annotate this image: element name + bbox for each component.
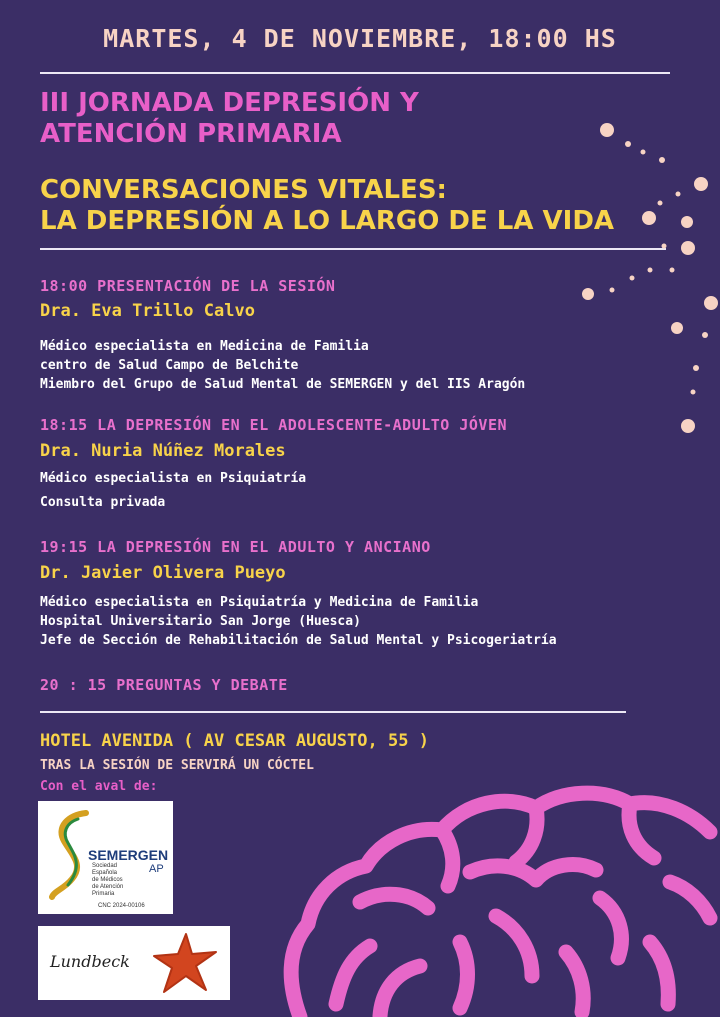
event-title-line-1: III JORNADA DEPRESIÓN Y — [40, 88, 419, 118]
session-2-time-title: 18:15 LA DEPRESIÓN EN EL ADOLESCENTE-ADULTO JÓVEN — [40, 416, 508, 434]
cocktail-note: TRAS LA SESIÓN DE SERVIRÁ UN CÓCTEL — [40, 758, 314, 773]
session-2-speaker: Dra. Nuria Núñez Morales — [40, 441, 286, 461]
session-1-details — [40, 337, 525, 394]
endorsement-label: Con el aval de: — [40, 779, 158, 794]
lundbeck-wordmark: Lundbeck — [50, 952, 130, 971]
starfish-icon — [150, 930, 220, 996]
session-1-detail: Miembro del Grupo de Salud Mental de SEMERGEN y del IIS Aragón — [40, 377, 526, 392]
session-3-detail: Hospital Universitario San Jorge (Huesca) — [40, 614, 361, 629]
event-subtitle-line-2: LA DEPRESIÓN A LO LARGO DE LA VIDA — [40, 206, 615, 236]
semergen-code: CNC 2024-00106 — [98, 903, 145, 909]
session-2-detail: Médico especialista en Psiquiatría — [40, 471, 307, 486]
closing-debate: 20 : 15 PREGUNTAS Y DEBATE — [40, 676, 288, 694]
event-title-line-2: ATENCIÓN PRIMARIA — [40, 119, 342, 149]
semergen-suffix: AP — [149, 863, 164, 875]
lundbeck-logo — [38, 926, 230, 1000]
session-3-details — [40, 593, 557, 650]
session-1-speaker: Dra. Eva Trillo Calvo — [40, 301, 255, 321]
session-1-detail: centro de Salud Campo de Belchite — [40, 358, 299, 373]
event-date: MARTES, 4 DE NOVIEMBRE, 18:00 HS — [103, 24, 617, 53]
brain-illustration — [270, 772, 720, 1017]
event-subtitle-line-1: CONVERSACIONES VITALES: — [40, 175, 447, 205]
venue: HOTEL AVENIDA ( AV CESAR AUGUSTO, 55 ) — [40, 731, 429, 751]
divider-bottom — [40, 711, 626, 713]
session-1-time-title: 18:00 PRESENTACIÓN DE LA SESIÓN — [40, 277, 336, 295]
semergen-subtitle-line: Española — [92, 870, 118, 876]
semergen-subtitle-line: Primaria — [92, 891, 115, 897]
event-title — [40, 88, 419, 150]
session-2-details — [40, 467, 306, 515]
dot-burst-decoration — [560, 110, 720, 440]
session-3-detail: Jefe de Sección de Rehabilitación de Salud Mental y Psicogeriatría — [40, 633, 557, 648]
semergen-name: SEMERGEN — [88, 847, 169, 863]
semergen-logo — [38, 801, 173, 914]
session-3-detail: Médico especialista en Psiquiatría y Medicina de Familia — [40, 595, 479, 610]
session-2-detail: Consulta privada — [40, 495, 166, 510]
semergen-subtitle-line: Sociedad — [92, 863, 118, 869]
semergen-subtitle — [92, 863, 123, 898]
semergen-subtitle-line: de Médicos — [92, 877, 123, 883]
session-1-detail: Médico especialista en Medicina de Familia — [40, 339, 369, 354]
session-3-time-title: 19:15 LA DEPRESIÓN EN EL ADULTO Y ANCIANO — [40, 538, 431, 556]
divider-top — [40, 72, 670, 74]
event-subtitle — [40, 175, 614, 237]
semergen-subtitle-line: de Atención — [92, 884, 124, 890]
session-3-speaker: Dr. Javier Olivera Pueyo — [40, 563, 286, 583]
